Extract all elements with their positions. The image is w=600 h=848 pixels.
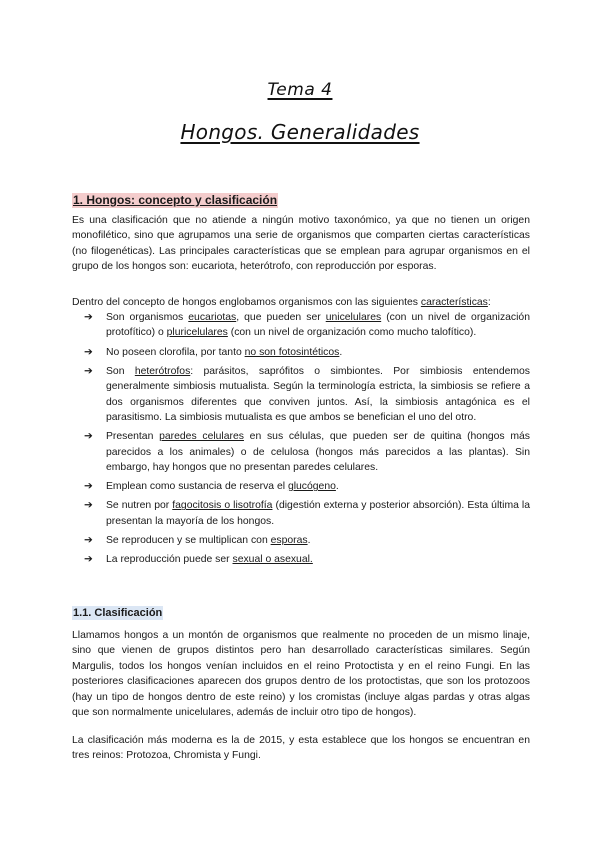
arrow-icon: ➔: [84, 554, 93, 566]
item-text: (con un nivel de organización protofítico) o: [106, 312, 530, 339]
list-item: [84, 479, 530, 494]
item-text: .: [339, 346, 343, 358]
item-text: .: [335, 481, 339, 493]
list-item: [84, 345, 530, 360]
item-text: Emplean como sustancia de reserva el: [106, 481, 288, 493]
document-title: [0, 80, 600, 100]
item-text: Se reproducen y se multiplican con: [106, 535, 271, 547]
arrow-icon: ➔: [84, 365, 93, 377]
lead-text: Dentro del concepto de hongos englobamos organismos con las siguientes: [72, 297, 421, 308]
item-text: , que pueden ser: [236, 312, 326, 323]
item-text: .: [307, 535, 311, 547]
item-underlined: fagocitosis o lisotrofía: [172, 500, 273, 512]
item-underlined: heterótrofos: [134, 365, 191, 377]
item-text: La reproducción puede ser: [106, 554, 233, 566]
item-text: Son: [106, 365, 135, 377]
title-text: Tema 4: [267, 80, 333, 100]
item-underlined: unicelulares: [325, 312, 382, 323]
lead-paragraph: [72, 295, 530, 310]
item-text: : parásitos, saprófitos o simbiontes. Por simbiosis entendemos generalmente simbiosis mutualista. Según la terminología estricta, la simbiosis se refiere a dos organismos diferentes que conviven juntos. Así, la simbiosis antagónica es el parasitismo. La simbiosis mutualista es que ambos se benefician el uno del otro.: [106, 365, 531, 424]
arrow-icon: ➔: [84, 481, 93, 493]
arrow-icon: ➔: [84, 431, 93, 443]
subtitle-text: Hongos. Generalidades: [180, 120, 420, 144]
item-underlined: sexual o asexual.: [232, 554, 313, 566]
modern-classification-paragraph: La clasificación más moderna es la de 2015, y esta establece que los hongos se encuentran en tres reinos: Protozoa, Chromista y Fungi.: [72, 735, 530, 762]
item-underlined: eucariotas: [188, 312, 237, 323]
intro-paragraph: Es una clasificación que no atiende a ningún motivo taxonómico, ya que no tienen un origen monofilético, sino que agrupamos una serie de organismos que comparten ciertas características (no filogenéticas). Las principales características que se emplean para agrupar organismos en el grupo de los hongos son: eucariota, heterótrofo, con reproducción por esporas.: [72, 215, 530, 273]
arrow-icon: ➔: [84, 535, 93, 547]
list-item: [84, 364, 530, 426]
item-underlined: pluricelulares: [166, 327, 228, 339]
section-heading-1: 1. Hongos: concepto y clasificación: [73, 193, 278, 207]
section-heading-1-1: 1.1. Clasificación: [73, 607, 163, 619]
item-underlined: no son fotosintéticos: [244, 346, 340, 358]
list-item: [84, 533, 530, 548]
item-text: en sus células, que pueden ser de quitina (hongos más parecidos a los animales) o de celulosa (hongos más parecidos a las plantas). Sin embargo, hay hongos que no presentan paredes celulares.: [106, 431, 530, 474]
item-text: Presentan: [106, 431, 160, 443]
document-subtitle: [0, 120, 600, 144]
lead-colon: :: [487, 297, 491, 308]
arrow-icon: ➔: [84, 500, 93, 512]
lead-underlined: características: [420, 297, 488, 308]
classification-paragraph: Llamamos hongos a un montón de organismos que realmente no proceden de un mismo linaje, sino que vienen de grupos distintos pero han desarrollado características similares. Según Margulis, todos los hongos venían incluidos en el reino Protoctista y en el reino Fungi. En las posteriores clasificaciones aparecen dos grupos dentro de los protoctistas, que son los protozoos (hay un tipo de hongos dentro de este reino) y los cromistas (incluye algas pardas y otras algas que son normalmente unicelulares, además de incluir otro tipo de hongos).: [72, 630, 530, 719]
item-underlined: glucógeno: [287, 481, 336, 493]
list-item: [84, 429, 530, 475]
list-item: [84, 310, 530, 341]
item-text: (con un nivel de organización como mucho talofítico).: [227, 327, 477, 339]
characteristics-list: [84, 310, 530, 571]
arrow-icon: ➔: [84, 346, 93, 358]
arrow-icon: ➔: [84, 312, 93, 323]
list-item: [84, 498, 530, 529]
item-text: No poseen clorofila, por tanto: [106, 346, 245, 358]
item-text: Son organismos: [106, 312, 189, 323]
item-text: (digestión externa y posterior absorción). Esta última la presentan la mayoría de los hongos.: [106, 500, 530, 527]
item-underlined: esporas: [270, 535, 308, 547]
item-text: Se nutren por: [106, 500, 173, 512]
item-underlined: paredes celulares: [159, 431, 244, 443]
list-item: [84, 552, 530, 567]
